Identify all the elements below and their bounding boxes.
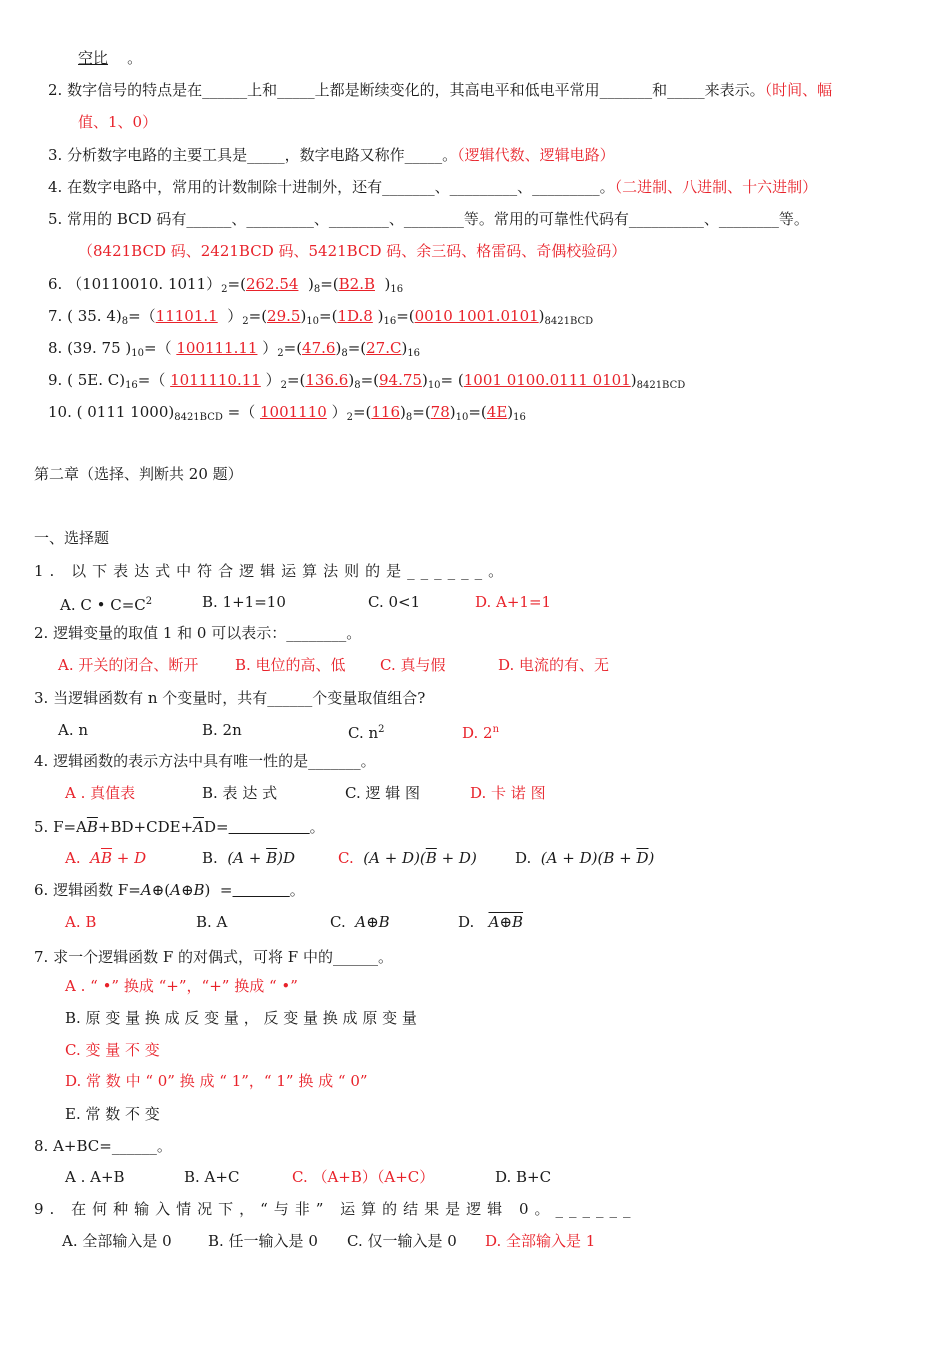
ch2-q6-option-b: B. A <box>196 913 228 931</box>
ch1-q2: 2. 数字信号的特点是在______上和_____上都是断续变化的，其高电平和低电平常用_______和_____来表示。（时间、幅 <box>48 81 833 99</box>
ch2-q9-option-a: A. 全部输入是 0 <box>62 1232 172 1250</box>
ch2-q3-option-c: C. $n^2$ <box>348 724 385 742</box>
ch2-q9: 9. 在何种输入情况下，“与非” 运算的结果是逻辑 0。______ <box>34 1200 637 1218</box>
ch2-q4-option-c: C. 逻 辑 图 <box>345 784 421 802</box>
ch2-q3-option-b: B. 2n <box>202 721 242 739</box>
ch2-q7-option-a: A . “ •” 换成 “+”，“+” 换成 “ •” <box>65 977 298 995</box>
ch1-q10: 10. ( 0111 $1000)_{8421BCD}$ =（ 1001110 ）$_2=(116)_8=(78)_{10}=(4E)_{16}$ <box>48 403 526 423</box>
chapter-2-heading: 第二章（选择、判断共 20 题） <box>34 465 243 483</box>
ch2-q3-option-a: A. n <box>58 721 89 739</box>
ch2-q7-option-c: C. 变 量 不 变 <box>65 1041 160 1059</box>
ch2-q1: 1. 以下表达式中符合逻辑运算法则的是______。 <box>34 562 510 580</box>
ch2-q5: 5. $F=A\overline{B}+BD+CDE+\overline{A}D=$ 。 <box>34 818 325 836</box>
section-choice-heading: 一、选择题 <box>34 529 110 547</box>
ch2-q9-option-b: B. 任一输入是 0 <box>208 1232 318 1250</box>
ch2-q7-option-b: B. 原 变 量 换 成 反 变 量 ， 反 变 量 换 成 原 变 量 <box>65 1009 417 1027</box>
ch1-q9: 9. ( 5E. $C)_{16}=$（ 1011110.11 ）$_2=(136.6)_8=(94.75)_{10}= (1001$ 0100.0111 $0101)_{8421BCD}$ <box>48 371 686 391</box>
ch1-q8: 8. (39. 75 )$_{10}=$（ 100111.11 ）$_2=(47.6)_8=(27.C)_{16}$ <box>48 339 421 359</box>
ch1-q5: 5. 常用的 BCD 码有______、_________、________、________等。常用的可靠性代码有__________、________等。 <box>48 210 809 228</box>
ch2-q6-option-a: A. B <box>65 913 97 931</box>
ch1-q2-answer-cont: 值、1、0） <box>78 113 158 131</box>
ch2-q8-option-c: C. （A+B）（A+C） <box>292 1168 435 1186</box>
ch1-q7: 7. ( 35. $4)_8=(11101.1$ ）$_2=(29.5)_{10}=(1D.8$ )$_{16}=(0010$ $1001.0101)_{8421BCD}$ <box>48 307 594 327</box>
ch2-q7: 7. 求一个逻辑函数 F 的对偶式，可将 F 中的______。 <box>34 948 393 966</box>
ch2-q8-option-d: D. B+C <box>495 1168 552 1186</box>
ch2-q4-option-d: D. 卡 诺 图 <box>470 784 546 802</box>
ch2-q5-option-a: A. $A\overline{B} + D$ <box>65 849 147 867</box>
ch2-q2: 2. 逻辑变量的取值 1 和 0 可以表示：________。 <box>34 624 362 642</box>
ch2-q8: 8. A+BC=______。 <box>34 1137 172 1155</box>
ch1-q6: 6. （10110010. $1011)_2=(262.54$ )$_8=(B2.B$ )$_{16}$ <box>48 275 404 295</box>
ch2-q9-option-c: C. 仅一输入是 0 <box>347 1232 457 1250</box>
ch2-q1-option-c: C. 0<1 <box>368 593 421 611</box>
ch1-q4: 4. 在数字电路中，常用的计数制除十进制外，还有_______、_________、_________。（二进制、八进制、十六进制） <box>48 178 818 196</box>
ch1-q3: 3. 分析数字电路的主要工具是_____，数字电路又称作_____。（逻辑代数、逻辑电路） <box>48 146 615 164</box>
q6-octal-answer: 262.54 <box>245 275 299 293</box>
ch2-q6: 6. 逻辑函数 F=A⊕(A⊕B) = 。 <box>34 881 305 899</box>
ch2-q2-option-b: B. 电位的高、低 <box>235 656 346 674</box>
ch2-q8-option-a: A . A+B <box>65 1168 125 1186</box>
ch2-q7-option-e: E. 常 数 不 变 <box>65 1105 160 1123</box>
ch2-q7-option-d: D. 常 数 中 “ 0” 换 成 “ 1”，“ 1” 换 成 “ 0” <box>65 1072 368 1090</box>
ch2-q4: 4. 逻辑函数的表示方法中具有唯一性的是_______。 <box>34 752 376 770</box>
ch1-q5-answer: （8421BCD 码、2421BCD 码、5421BCD 码、余三码、格雷码、奇偶校验码） <box>78 242 627 260</box>
ch2-q9-option-d: D. 全部输入是 1 <box>485 1232 596 1250</box>
ch2-q2-option-d: D. 电流的有、无 <box>498 656 610 674</box>
ch2-q3: 3. 当逻辑函数有 n 个变量时，共有______个变量取值组合? <box>34 689 426 707</box>
ch2-q3-option-d: D. 2$^n$ <box>462 724 500 742</box>
ch2-q4-option-b: B. 表 达 式 <box>202 784 278 802</box>
ch2-q1-option-a: A. C • $C=C^2$ <box>60 596 153 614</box>
ch2-q6-option-c: C. A⊕B <box>330 913 390 931</box>
q6-hex-answer: B2.B <box>338 275 375 293</box>
ch2-q5-option-b: B. $(A + \overline{B})D$ <box>202 849 296 867</box>
ch2-q5-option-c: C. $(A + D)(\overline{B} + D)$ <box>338 849 477 867</box>
ch2-q2-option-c: C. 真与假 <box>380 656 446 674</box>
ch2-q2-option-a: A. 开关的闭合、断开 <box>58 656 199 674</box>
ch2-q5-option-d: D. $(A + D)(B + \overline{D})$ <box>515 849 655 867</box>
ch2-q6-option-d: D. A⊕B <box>458 913 524 931</box>
ch2-q1-option-b: B. 1+1=10 <box>202 593 286 611</box>
ch2-q1-option-d: D. A+1=1 <box>475 593 552 611</box>
q1-tail: 空比 。 <box>78 49 143 67</box>
ch2-q8-option-b: B. A+C <box>184 1168 240 1186</box>
ch2-q4-option-a: A . 真值表 <box>65 784 136 802</box>
